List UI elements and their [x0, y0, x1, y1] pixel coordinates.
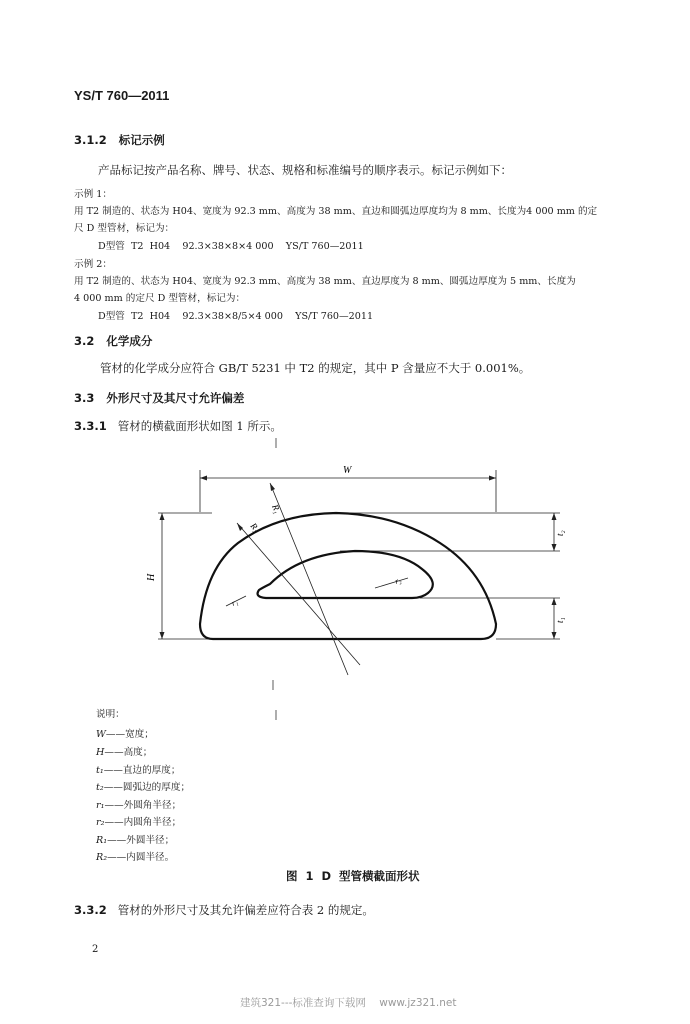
legend-symbol: H	[96, 747, 105, 758]
legend-symbol: t₂	[96, 782, 104, 793]
legend-title: 说明：	[96, 709, 125, 720]
w-label: W	[343, 465, 352, 476]
r2-arrow	[237, 523, 243, 531]
r2-corner-leader	[375, 578, 408, 588]
d-tube-cross-section-figure	[146, 440, 580, 720]
legend-symbol: r₂	[96, 817, 105, 828]
figure-caption: 图 1 D 型管横截面形状	[286, 869, 420, 883]
section-3-3-1	[74, 418, 282, 434]
r2-capital-label: R₂	[248, 520, 262, 534]
example1-label: 示例 1：	[74, 189, 112, 200]
section-number: 3.3.1	[74, 419, 107, 433]
legend-item	[96, 832, 174, 846]
legend-symbol: W	[96, 729, 106, 740]
r1-capital-label: R₁	[270, 503, 283, 515]
section-number: 3.2	[74, 334, 95, 348]
section-text: 管材的外形尺寸及其允许偏差应符合表 2 的规定。	[117, 903, 374, 917]
example1-line1: 用 T2 制造的、状态为 H04、宽度为 92.3 mm、高度为 38 mm、直边和圆弧边厚度均为 8 mm、长度为4 000 mm 的定	[74, 206, 598, 217]
r2-radius-line	[237, 523, 360, 665]
section-3-3-2	[74, 902, 374, 918]
t1-label: t₁	[555, 617, 565, 623]
marking-intro: 产品标记按产品名称、牌号、状态、规格和标准编号的顺序表示。标记示例如下：	[98, 163, 512, 177]
r2-small-label: r₂	[393, 575, 403, 586]
section-3-2-heading	[74, 333, 152, 349]
section-title: 化学成分	[106, 334, 153, 348]
r1-arrow	[270, 483, 275, 491]
example1-line2: 尺 D 型管材，标记为：	[74, 223, 175, 234]
legend-symbol: r₁	[96, 800, 105, 811]
legend-item	[96, 797, 181, 811]
legend-item	[96, 814, 181, 828]
example2-line2: 4 000 mm 的定尺 D 型管材，标记为：	[74, 293, 246, 304]
h-label: H	[146, 573, 157, 581]
legend-symbol: t₁	[96, 765, 104, 776]
r1-radius-line	[270, 483, 348, 675]
legend-description: ——高度；	[104, 747, 153, 758]
legend-description: ——圆弧边的厚度；	[103, 782, 191, 793]
legend-description: ——外圆角半径；	[104, 800, 182, 811]
section-text: 管材的横截面形状如图 1 所示。	[117, 419, 282, 433]
standard-number: YS/T 760—2011	[74, 88, 170, 103]
legend-description: ——外圆半径；	[107, 835, 175, 846]
legend-item	[96, 762, 180, 776]
legend-symbol: R₂	[96, 852, 108, 863]
legend-description: ——内圆角半径；	[104, 817, 182, 828]
t2-label: t₂	[555, 530, 565, 536]
example1-marking: D型管 T2 H04 92.3×38×8×4 000 YS/T 760—2011	[98, 241, 364, 252]
example2-marking: D型管 T2 H04 92.3×38×8/5×4 000 YS/T 760—2011	[98, 311, 374, 322]
legend-description: ——内圆半径。	[107, 852, 175, 863]
example2-line1: 用 T2 制造的、状态为 H04、宽度为 92.3 mm、高度为 38 mm、直边厚度为 8 mm、圆弧边厚度为 5 mm、长度为	[74, 276, 576, 287]
legend-item	[96, 849, 174, 863]
legend-symbol: R₁	[96, 835, 108, 846]
legend-description: ——宽度；	[105, 729, 154, 740]
legend-item	[96, 726, 154, 740]
inner-profile	[258, 551, 433, 598]
section-number: 3.1.2	[74, 133, 107, 147]
section-title: 外形尺寸及其尺寸允许偏差	[106, 391, 245, 405]
example2-label: 示例 2：	[74, 259, 112, 270]
section-3-1-2-heading	[74, 132, 165, 148]
section-3-3-heading	[74, 390, 244, 406]
section-number: 3.3.2	[74, 903, 107, 917]
r1-small-label: r₁	[230, 597, 240, 608]
legend-item	[96, 744, 152, 758]
legend-item	[96, 779, 190, 793]
page-number: 2	[92, 944, 99, 955]
footer-watermark: 建筑321---标准查询下载网 www.jz321.net	[240, 997, 457, 1009]
legend-description: ——直边的厚度；	[103, 765, 181, 776]
chemical-composition-text: 管材的化学成分应符合 GB/T 5231 中 T2 的规定，其中 P 含量应不大于 0.001%。	[100, 361, 531, 375]
section-title: 标记示例	[118, 133, 165, 147]
section-number: 3.3	[74, 391, 95, 405]
